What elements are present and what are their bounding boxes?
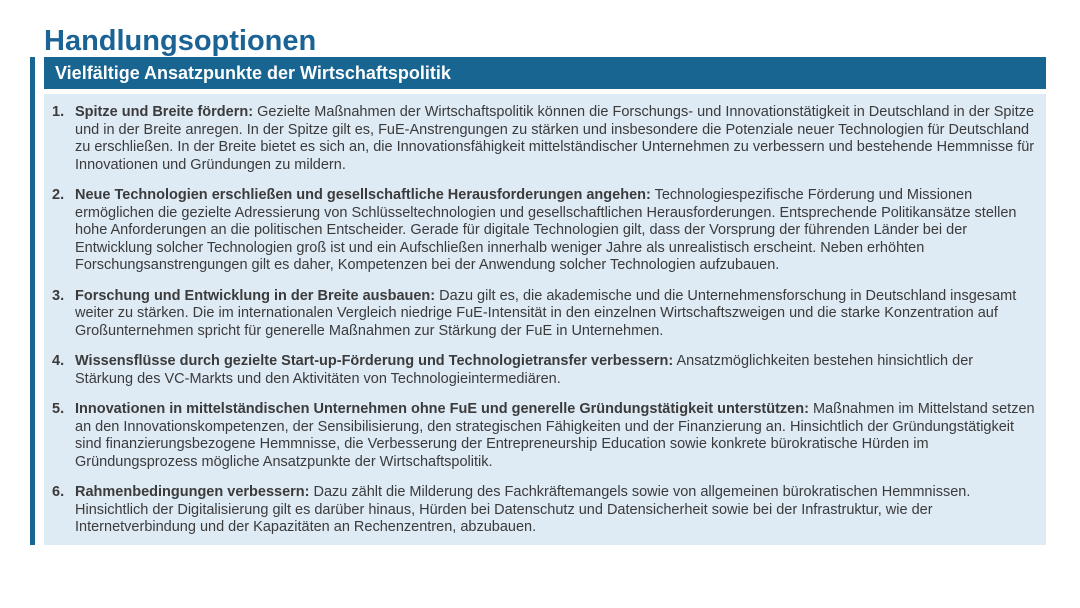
policy-options-box [44,57,1046,545]
list-item-lead: Rahmenbedingungen verbessern: [75,484,310,500]
list-item-body: Dazu gilt es, die akademische und die Unternehmensforschung in Deutschland insgesamt weiter zu stärken. Die im internationalen Vergleich niedrige FuE-Intensität in den einzelnen Wirtschaftszweigen und die starke Konzentration auf Großunternehmen spricht für generelle Maßnahmen zur Stärkung der FuE in Unternehmen. [75,287,1017,339]
list-item-number: 5. [52,401,65,417]
list-item-lead: Innovationen in mittelständischen Unternehmen ohne FuE und generelle Gründungstätigkeit unterstützen: [75,401,809,417]
list-item-number: 4. [52,353,65,369]
list-item-number: 1. [52,104,65,120]
list-item-text [75,187,1035,275]
list-item-body: Technologiespezifische Förderung und Missionen ermöglichen die gezielte Adressierung von Schlüsseltechnologien und gesellschaftlichen Herausforderungen. Entsprechende Politikansätze stellen hohe Anforderungen an die politischen Entscheider. Gerade für digitale Technologien gilt, dass der Vorsprung der führenden Länder bei der Entwicklung solcher Technologien groß ist und ein Aufschließen innerhalb weniger Jahre als unrealistisch erscheint. Neben erhöhten Forschungsanstrengungen gilt es daher, Kompetenzen bei der Anwendung solcher Technologien aufzubauen. [75,187,1017,273]
list-item [52,187,1035,275]
list-item-body: Dazu zählt die Milderung des Fachkräftemangels sowie von allgemeinen bürokratischen Hemmnissen. Hinsichtlich der Digitalisierung gilt es darüber hinaus, Hürden bei Datenschutz und Datensicherheit sowie bei der Infrastruktur, wie der Internetverbindung und der Kapazitäten an Rechenzentren, abzubauen. [75,484,971,535]
list-item-text [75,104,1035,174]
list-item-number: 3. [52,287,65,304]
list-item-body: Gezielte Maßnahmen der Wirtschaftspolitik können die Forschungs- und Innovationstätigkeit in Deutschland in der Spitze und in der Breite anregen. In der Spitze gilt es, FuE-Anstrengungen zu stärken und insbesondere die Potenziale neuer Technologien für Deutschland zu erschließen. In der Breite bietet es sich an, die Innovationsfähigkeit mittelständischer Unternehmen zu verbessern und bestehende Hemmnisse für Innovationen und Gründungen zu mildern. [75,104,1035,173]
list-item-number: 2. [52,187,65,203]
list-item-lead: Neue Technologien erschließen und gesellschaftliche Herausforderungen angehen: [75,187,651,203]
page-title: Handlungsoptionen [44,25,317,58]
list-item [52,353,1035,388]
list-item [52,288,1035,341]
list-item-text [75,353,1035,388]
list-item-lead: Forschung und Entwicklung in der Breite ausbauen: [75,287,436,304]
list-item [52,104,1035,174]
list-item-text [75,401,1035,471]
list-item [52,484,1035,537]
list-item-body: Maßnahmen im Mittelstand setzen an den Innovationskompetenzen, der Sensibilisierung, den strategischen Fähigkeiten und der Finanzierung an. Hinsichtlich der Gründungstätigkeit sind finanzierungsbezogene Hemmnisse, die Verbesserung der Entrepreneurship Education sowie konkrete bürokratische Hürden im Gründungsprozess mögliche Ansatzpunkte der Wirtschaftspolitik. [75,401,1035,470]
list-item-number: 6. [52,484,65,500]
box-left-accent-line [30,57,35,545]
list-item-lead: Wissensflüsse durch gezielte Start-up-Förderung und Technologietransfer verbessern: [75,353,674,369]
list-item-text [75,484,1035,537]
box-content-panel [44,94,1046,545]
list-item-text [75,288,1035,341]
list-item-lead: Spitze und Breite fördern: [75,104,254,120]
list-item [52,401,1035,471]
box-header: Vielfältige Ansatzpunkte der Wirtschaftspolitik [44,57,1046,89]
list-item-body: Ansatzmöglichkeiten bestehen hinsichtlich der Stärkung des VC-Markts und den Aktivitäten von Technologieintermediären. [75,353,974,387]
